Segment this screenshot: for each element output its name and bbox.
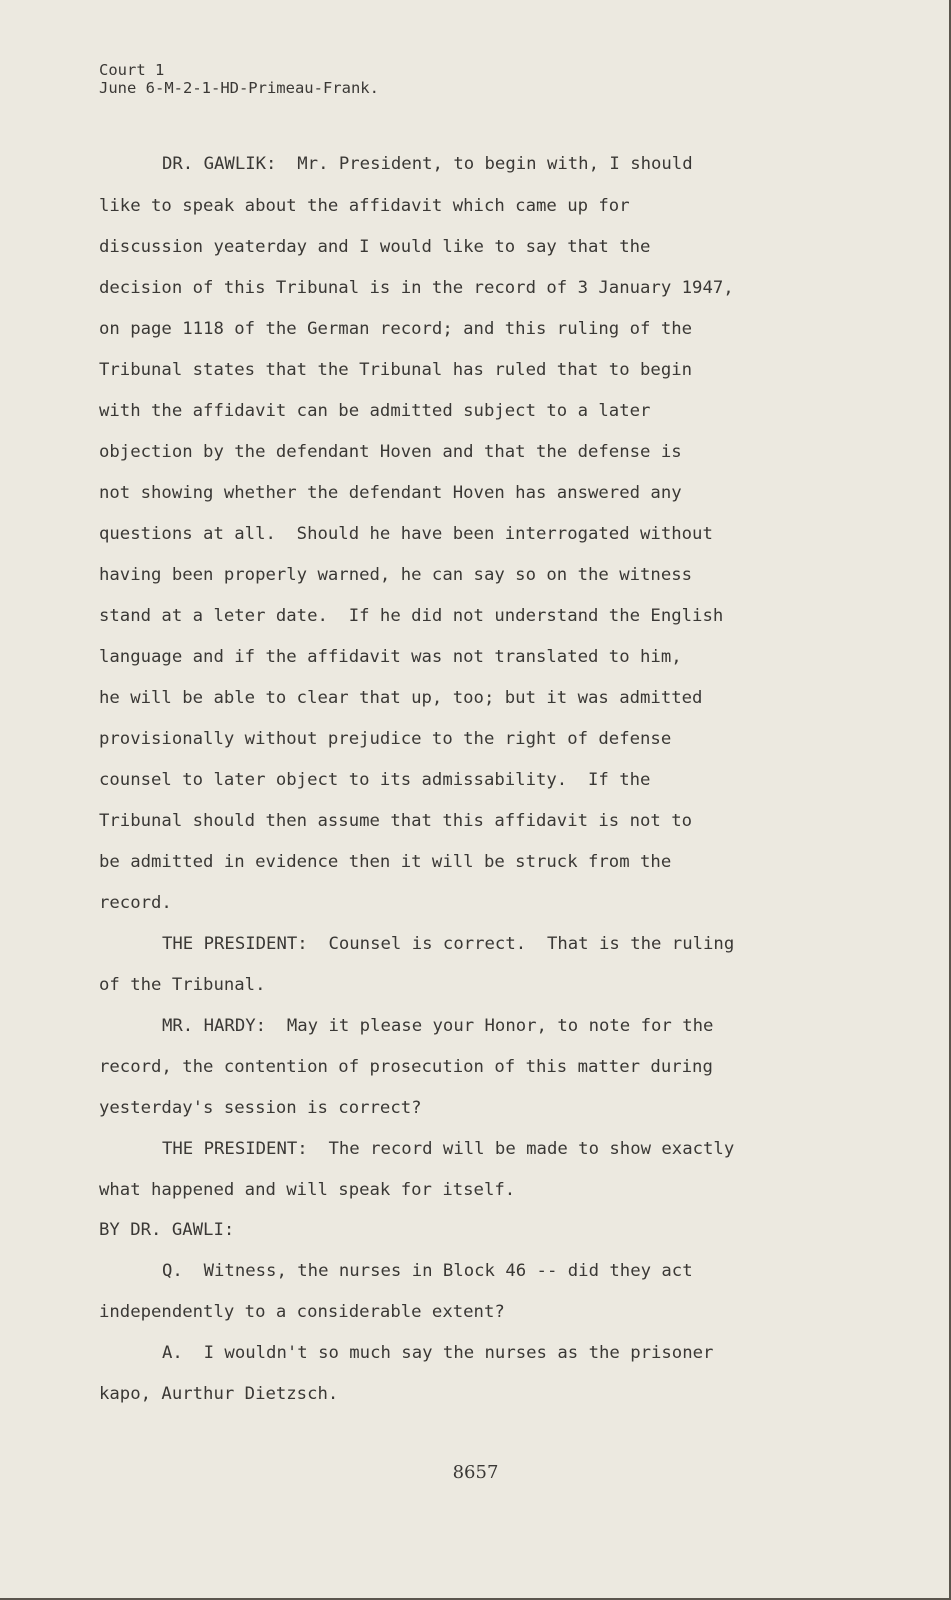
page-number: 8657	[452, 1462, 499, 1483]
text-line: Tribunal states that the Tribunal has ruled that to begin	[99, 360, 693, 380]
text-line: record.	[99, 893, 172, 913]
text-line: provisionally without prejudice to the right of defense	[99, 729, 672, 749]
text-line: A. I wouldn't so much say the nurses as the prisoner	[162, 1343, 714, 1363]
text-line: having been properly warned, he can say so on the witness	[99, 565, 693, 585]
text-line: MR. HARDY: May it please your Honor, to note for the	[162, 1016, 714, 1036]
text-line: THE PRESIDENT: The record will be made to show exactly	[162, 1139, 735, 1159]
text-line: be admitted in evidence then it will be struck from the	[99, 852, 672, 872]
text-line: objection by the defendant Hoven and that the defense is	[99, 442, 682, 462]
text-line: language and if the affidavit was not translated to him,	[99, 647, 682, 667]
text-line: kapo, Aurthur Dietzsch.	[99, 1384, 339, 1404]
text-line: Q. Witness, the nurses in Block 46 -- did they act	[162, 1261, 693, 1281]
text-line: not showing whether the defendant Hoven has answered any	[99, 483, 682, 503]
header-court-line: Court 1	[99, 61, 165, 79]
text-line: counsel to later object to its admissability. If the	[99, 770, 651, 790]
text-line: independently to a considerable extent?	[99, 1302, 505, 1322]
text-line: record, the contention of prosecution of this matter during	[99, 1057, 713, 1077]
text-line: yesterday's session is correct?	[99, 1098, 422, 1118]
text-line: discussion yeaterday and I would like to say that the	[99, 237, 651, 257]
text-line: BY DR. GAWLI:	[99, 1220, 235, 1240]
text-line: what happened and will speak for itself.	[99, 1180, 516, 1200]
page-header	[99, 61, 379, 97]
text-line: THE PRESIDENT: Counsel is correct. That is the ruling	[162, 934, 735, 954]
text-line: he will be able to clear that up, too; but it was admitted	[99, 688, 703, 708]
text-line: like to speak about the affidavit which came up for	[99, 196, 630, 216]
text-line: Tribunal should then assume that this affidavit is not to	[99, 811, 693, 831]
text-line: on page 1118 of the German record; and this ruling of the	[99, 319, 693, 339]
text-line: DR. GAWLIK: Mr. President, to begin with, I should	[162, 154, 693, 174]
header-session-line: June 6-M-2-1-HD-Primeau-Frank.	[99, 79, 379, 97]
text-line: of the Tribunal.	[99, 975, 266, 995]
text-line: questions at all. Should he have been interrogated without	[99, 524, 713, 544]
text-line: stand at a leter date. If he did not understand the English	[99, 606, 724, 626]
text-line: decision of this Tribunal is in the record of 3 January 1947,	[99, 278, 734, 298]
text-line: with the affidavit can be admitted subject to a later	[99, 401, 651, 421]
